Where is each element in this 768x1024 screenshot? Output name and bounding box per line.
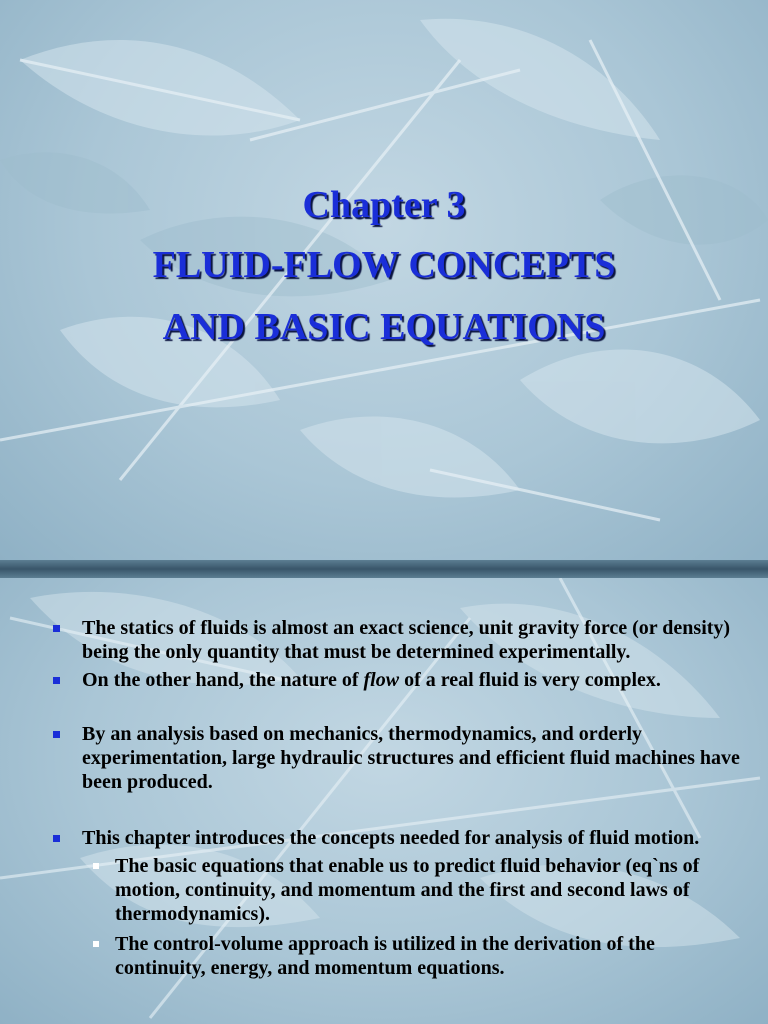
title-line-2: AND BASIC EQUATIONS — [162, 306, 606, 348]
sub-bullet-item — [50, 854, 740, 926]
bullet-text: This chapter introduces the concepts needed for analysis of fluid motion. — [82, 827, 700, 849]
bullet-item — [50, 668, 740, 692]
bullet-item — [50, 826, 740, 850]
slide-title — [0, 176, 768, 358]
sub-bullet-text: The basic equations that enable us to predict fluid behavior (eq`ns of motion, continuity, and momentum and the first and second laws of thermodynamics). — [115, 855, 700, 925]
square-sub-bullet-icon — [93, 941, 99, 947]
bullet-text-end: of a real fluid is very complex. — [399, 669, 661, 691]
title-line-1: FLUID-FLOW CONCEPTS — [152, 244, 616, 286]
bullet-item — [50, 616, 740, 664]
bullet-text-start: On the other hand, the nature of — [82, 669, 364, 691]
square-bullet-icon — [53, 835, 60, 842]
square-bullet-icon — [53, 625, 60, 632]
chapter-heading: Chapter 3 — [302, 184, 466, 226]
square-sub-bullet-icon — [93, 863, 99, 869]
square-bullet-icon — [53, 677, 60, 684]
sub-bullet-text: The control-volume approach is utilized in the derivation of the continuity, energy, and momentum equations. — [115, 933, 655, 979]
bullet-text: By an analysis based on mechanics, thermodynamics, and orderly experimentation, large hydraulic structures and efficient fluid machines have been produced. — [82, 723, 740, 793]
sub-bullet-item — [50, 932, 740, 980]
square-bullet-icon — [53, 731, 60, 738]
emphasis-flow: flow — [363, 669, 400, 691]
slide-divider — [0, 560, 768, 578]
bullet-list — [50, 616, 740, 980]
bullet-text: The statics of fluids is almost an exact science, unit gravity force (or density) being the only quantity that must be determined experimentally. — [82, 617, 731, 663]
bullet-item — [50, 722, 740, 794]
content-slide — [0, 578, 768, 1024]
